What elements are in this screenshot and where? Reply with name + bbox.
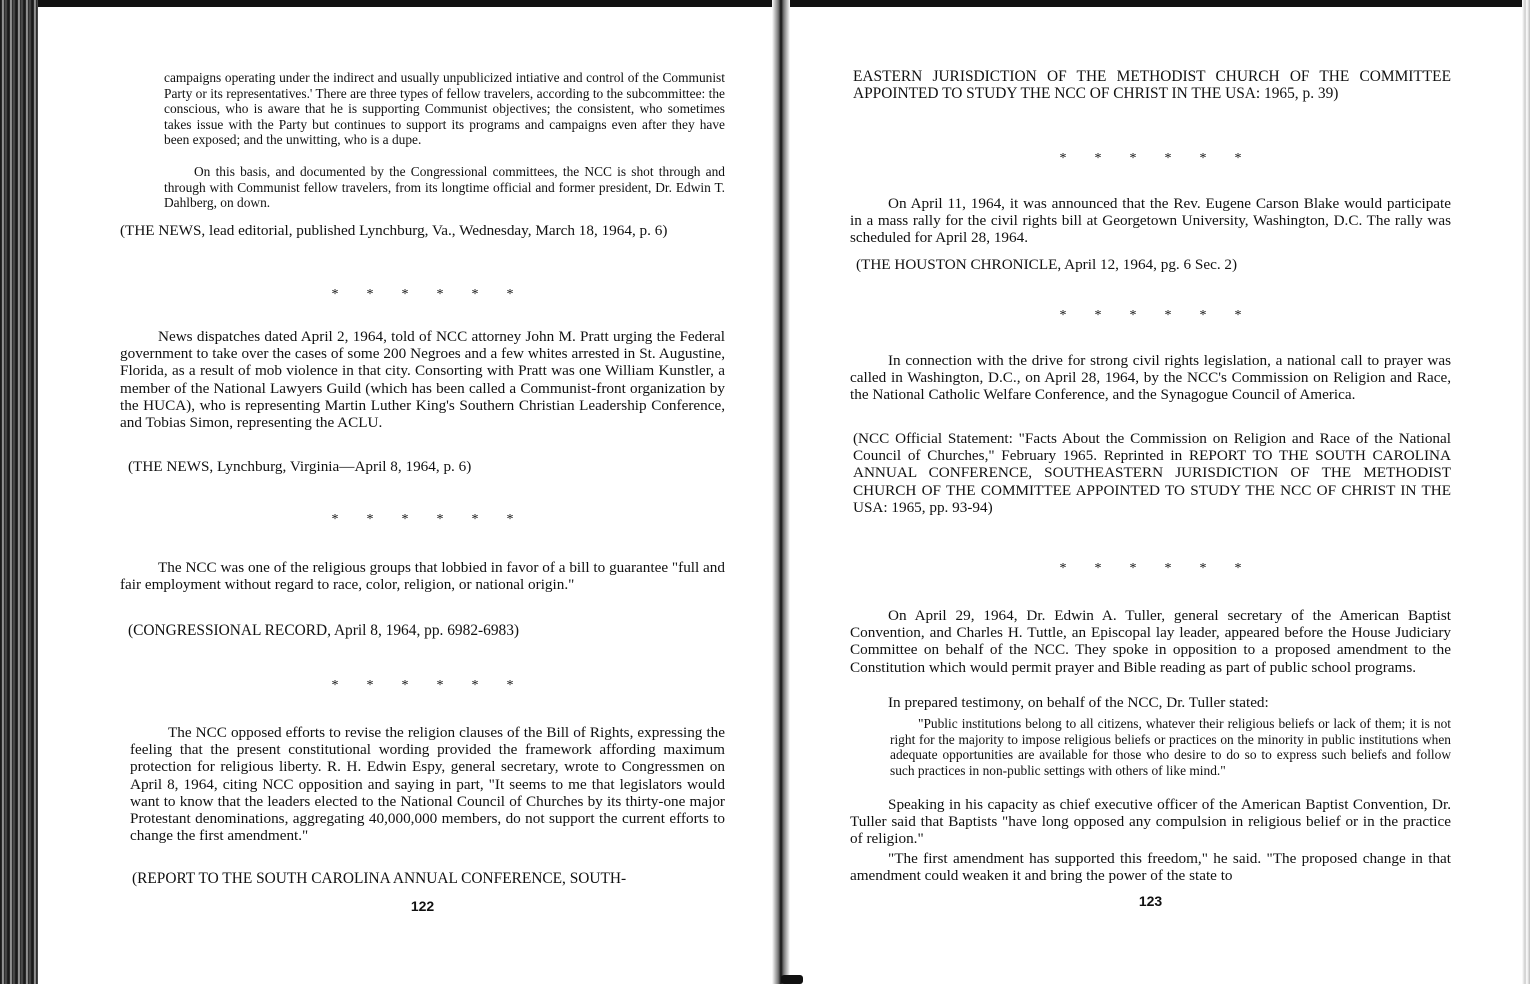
paragraph: On April 11, 1964, it was announced that the Rev. Eugene Carson Blake would participate in a mass rally for the civil rights bill at Georgetown University, Washington, D.C. The rally was scheduled for April 28, 1964. [850, 195, 1451, 247]
paragraph: Speaking in his capacity as chief executive officer of the American Baptist Convention, Dr. Tuller said that Baptists "have long opposed any compulsion in religious belief or in the practice of religion." [850, 796, 1451, 848]
block-quote: "Public institutions belong to all citizens, whatever their religious beliefs or lack of them; it is not right for the majority to impose religious beliefs or practices on the minority in public institutions when adequate opportunities are available for those who desire to do so to express such beliefs and follow such practices in non-public settings with others of like mind." [890, 716, 1451, 778]
source-citation: (THE NEWS, lead editorial, published Lynchburg, Va., Wednesday, March 18, 1964, p. 6) [120, 222, 668, 239]
section-separator: ****** [331, 512, 542, 527]
book-binding [0, 0, 38, 984]
source-citation: (THE NEWS, Lynchburg, Virginia—April 8, 1964, p. 6) [128, 458, 472, 475]
page-edge [1522, 0, 1530, 984]
page-number: 122 [410, 898, 435, 914]
source-citation: EASTERN JURISDICTION OF THE METHODIST CHURCH OF THE COMMITTEE APPOINTED TO STUDY THE NCC OF CHRIST IN THE USA: 1965, p. 39) [853, 68, 1451, 103]
source-citation: (CONGRESSIONAL RECORD, April 8, 1964, pp. 6982-6983) [128, 622, 520, 639]
paragraph: News dispatches dated April 2, 1964, told of NCC attorney John M. Pratt urging the Federal government to take over the cases of some 200 Negroes and a few whites arrested in St. Augustine, Florida, as a result of mob violence in that city. Consorting with Pratt was one William Kunstler, a member of the National Lawyers Guild (which has been called a Communist-front organization by the HUCA), who is representing Martin Luther King's Southern Christian Leadership Conference, and Tobias Simon, representing the ACLU. [120, 328, 725, 432]
section-separator: ****** [1059, 151, 1270, 166]
right-page [850, 0, 1451, 984]
paragraph: On this basis, and documented by the Congressional committees, the NCC is shot through and through with Communist fellow travelers, from its longtime official and former president, Dr. Edwin T. Dahlberg, on down. [164, 164, 725, 211]
page-gutter [772, 0, 790, 984]
section-separator: ****** [1059, 308, 1270, 323]
paragraph: The NCC opposed efforts to revise the religion clauses of the Bill of Rights, expressing the feeling that the present constitutional wording provided the framework affording maximum protection for religious liberty. R. H. Edwin Espy, general secretary, wrote to Congressmen on April 8, 1964, citing NCC opposition and saying in part, "It seems to me that legislators would want to know that the leaders elected to the National Council of Churches by its thirty-one major Protestant denominations, aggregating 40,000,000 members, do not support the current efforts to change the first amendment." [130, 724, 725, 845]
paragraph: "The first amendment has supported this freedom," he said. "The proposed change in that amendment could weaken it and bring the power of the state to [850, 850, 1451, 885]
section-separator: ****** [331, 678, 542, 693]
gutter-shadow [781, 975, 803, 984]
paragraph: On April 29, 1964, Dr. Edwin A. Tuller, general secretary of the American Baptist Convention, and Charles H. Tuttle, an Episcopal lay leader, appeared before the House Judiciary Committee on behalf of the NCC. They spoke in opposition to a proposed amendment to the Constitution which would permit prayer and Bible reading as part of public school programs. [850, 607, 1451, 676]
paragraph: campaigns operating under the indirect and usually unpublicized intiative and control of the Communist Party or its representatives.' There are three types of fellow travelers, according to the subcommittee: the conscious, who is aware that he is supporting Communist objectives; the consistent, who sometimes takes issue with the Party but continues to support its programs and campaigns even after they have been exposed; and the unwitting, who is a dupe. [164, 70, 725, 148]
source-citation: (REPORT TO THE SOUTH CAROLINA ANNUAL CONFERENCE, SOUTH- [132, 870, 627, 887]
paragraph: In prepared testimony, on behalf of the NCC, Dr. Tuller stated: [888, 694, 1269, 711]
page-number: 123 [1138, 893, 1163, 909]
left-page [120, 0, 725, 984]
section-separator: ****** [1059, 561, 1270, 576]
section-separator: ****** [331, 287, 542, 302]
source-citation: (NCC Official Statement: "Facts About the Commission on Religion and Race of the National Council of Churches," February 1965. Reprinted in REPORT TO THE SOUTH CAROLINA ANNUAL CONFERENCE, SOUTHEASTERN JURISDICTION OF THE METHODIST CHURCH OF THE COMMITTEE APPOINTED TO STUDY THE NCC OF CHRIST IN THE USA: 1965, pp. 93-94) [853, 430, 1451, 516]
paragraph: In connection with the drive for strong civil rights legislation, a national call to prayer was called in Washington, D.C., on April 28, 1964, by the NCC's Commission on Religion and Race, the National Catholic Welfare Conference, and the Synagogue Council of America. [850, 352, 1451, 404]
paragraph: The NCC was one of the religious groups that lobbied in favor of a bill to guarantee "full and fair employment without regard to race, color, religion, or national origin." [120, 559, 725, 594]
source-citation: (THE HOUSTON CHRONICLE, April 12, 1964, pg. 6 Sec. 2) [856, 256, 1238, 273]
